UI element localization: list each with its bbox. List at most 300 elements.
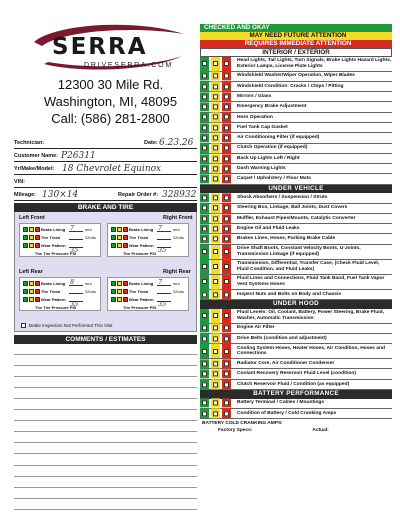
immediate-checkbox[interactable] <box>224 125 229 130</box>
future-checkbox[interactable] <box>213 237 218 242</box>
immediate-checkbox[interactable] <box>224 372 229 377</box>
immediate-checkbox[interactable] <box>224 177 229 182</box>
ok-checkbox[interactable] <box>202 361 207 366</box>
check-item <box>200 309 392 324</box>
address-block <box>24 76 197 127</box>
tire-tread-label: Tire Tread <box>41 289 61 294</box>
ok-checkbox[interactable] <box>202 401 207 406</box>
green-checkbox[interactable] <box>23 227 28 232</box>
mileage-value[interactable]: 130×14 <box>42 190 79 200</box>
check-item <box>200 409 392 419</box>
red-checkbox[interactable] <box>123 281 128 286</box>
item-label: Horn Operation <box>237 114 273 120</box>
handwritten-psi: 35 <box>158 300 167 308</box>
technician-row <box>14 136 197 149</box>
yellow-checkbox[interactable] <box>117 243 122 248</box>
handwritten-lining: 8 <box>70 278 75 286</box>
yellow-checkbox[interactable] <box>29 297 34 302</box>
technician-label: Technician: <box>14 140 45 146</box>
ok-checkbox[interactable] <box>202 166 207 171</box>
tire-pressure-label: The Tire Pressure PSI <box>35 305 77 310</box>
immediate-checkbox[interactable] <box>224 146 229 151</box>
immediate-checkbox[interactable] <box>224 135 229 140</box>
handwritten-psi: 35 <box>70 300 79 308</box>
yellow-checkbox[interactable] <box>29 235 34 240</box>
green-checkbox[interactable] <box>111 243 116 248</box>
wear-pattern-line <box>41 243 66 248</box>
immediate-checkbox[interactable] <box>224 94 229 99</box>
legend-green: CHECKED AND OKAY <box>200 24 392 32</box>
item-label: Brakes Lines, Hoses, Parking Brake Cable <box>237 236 336 242</box>
left-column <box>14 20 197 510</box>
check-item <box>200 204 392 214</box>
red-checkbox[interactable] <box>35 289 40 294</box>
immediate-checkbox[interactable] <box>224 105 229 110</box>
right-rear-label: Right Rear <box>163 269 191 275</box>
green-checkbox[interactable] <box>23 243 28 248</box>
brake-lining-label: Brake Lining <box>41 281 66 286</box>
future-checkbox[interactable] <box>213 372 218 377</box>
right-column <box>200 24 392 433</box>
future-checkbox[interactable] <box>213 279 218 284</box>
immediate-checkbox[interactable] <box>224 156 229 161</box>
logo-website: DRIVESERRA.COM <box>84 62 173 69</box>
mileage-row <box>14 188 197 201</box>
green-checkbox[interactable] <box>23 289 28 294</box>
comment-line <box>14 466 197 477</box>
immediate-checkbox[interactable] <box>224 361 229 366</box>
check-item <box>200 133 392 143</box>
check-item <box>200 380 392 390</box>
immediate-checkbox[interactable] <box>224 411 229 416</box>
unit-mm: mm <box>85 281 92 286</box>
future-checkbox[interactable] <box>213 382 218 387</box>
future-checkbox[interactable] <box>213 125 218 130</box>
actual-label: Actual: <box>312 428 329 434</box>
check-item <box>200 234 392 244</box>
date-label: Date: <box>144 140 158 146</box>
green-checkbox[interactable] <box>111 235 116 240</box>
tire-block-left-front <box>19 223 101 257</box>
yellow-checkbox[interactable] <box>117 297 122 302</box>
item-label: Clutch Reservoir Fluid / Condition (as equipped) <box>237 381 350 387</box>
future-checkbox[interactable] <box>213 292 218 297</box>
immediate-checkbox[interactable] <box>224 84 229 89</box>
check-item <box>200 174 392 184</box>
future-checkbox[interactable] <box>213 156 218 161</box>
handwritten-lining: 7 <box>70 224 75 232</box>
ok-checkbox[interactable] <box>202 216 207 221</box>
yellow-checkbox[interactable] <box>117 289 122 294</box>
immediate-checkbox[interactable] <box>224 313 229 318</box>
future-checkbox[interactable] <box>213 146 218 151</box>
repair-order-value[interactable]: 328932 <box>162 190 197 200</box>
section-interior-exterior: INTERIOR / EXTERIOR <box>200 48 392 57</box>
ok-checkbox[interactable] <box>202 94 207 99</box>
item-label: Windshield Washer/Wiper Operation, Wiper Blades <box>237 73 355 79</box>
immediate-checkbox[interactable] <box>224 216 229 221</box>
check-item <box>200 260 392 275</box>
red-checkbox[interactable] <box>35 227 40 232</box>
brake-tire-panel <box>14 212 197 319</box>
logo-wordmark: SERRA <box>52 34 148 60</box>
tire-tread-line <box>129 235 184 240</box>
check-item <box>200 359 392 369</box>
item-label: Steering Box, Linkage, Ball Joints, Dust Covers <box>237 205 348 211</box>
under-vehicle-list <box>200 193 392 300</box>
ok-checkbox[interactable] <box>202 279 207 284</box>
check-item <box>200 92 392 102</box>
ok-checkbox[interactable] <box>202 177 207 182</box>
comment-line <box>14 344 197 355</box>
legend-red: REQUIRES IMMEDIATE ATTENTION <box>200 40 392 48</box>
tire-tread-line <box>41 235 96 240</box>
unit-32nds: 32nds <box>173 289 184 294</box>
tire-block-right-rear <box>107 277 189 311</box>
ok-checkbox[interactable] <box>202 237 207 242</box>
immediate-checkbox[interactable] <box>224 401 229 406</box>
immediate-checkbox[interactable] <box>224 237 229 242</box>
check-item <box>200 193 392 203</box>
item-label: Fuel Tank Cap Gasket <box>237 124 288 130</box>
check-item <box>200 324 392 334</box>
comment-line <box>14 421 197 432</box>
check-item <box>200 154 392 164</box>
comment-line <box>14 488 197 499</box>
left-rear-label: Left Rear <box>19 269 43 275</box>
immediate-checkbox[interactable] <box>224 249 229 254</box>
ok-checkbox[interactable] <box>202 74 207 79</box>
vehicle-row <box>14 162 197 175</box>
immediate-checkbox[interactable] <box>224 74 229 79</box>
green-checkbox[interactable] <box>23 297 28 302</box>
item-label: Battery Terminal / Cables / Mountings <box>237 400 325 406</box>
brake-inspection-row <box>14 319 197 332</box>
item-label: Drive Belts (condition and adjustment) <box>237 335 327 341</box>
ok-checkbox[interactable] <box>202 326 207 331</box>
green-checkbox[interactable] <box>111 289 116 294</box>
comment-line <box>14 377 197 388</box>
future-checkbox[interactable] <box>213 216 218 221</box>
brake-lining-line <box>41 281 92 286</box>
item-label: Shock Absorbers / Suspension / Struts <box>237 195 328 201</box>
item-label: Transmission, Differential, Transfer Case, (Check Fluid Level, Fluid Condition, and Fluid Leaks) <box>237 261 380 272</box>
battery-cca-title: BATTERY COLD CRANKING AMPS: <box>202 421 283 427</box>
comment-line <box>14 399 197 410</box>
immediate-checkbox[interactable] <box>224 206 229 211</box>
under-hood-list <box>200 309 392 390</box>
date-value[interactable]: 6.23.26 <box>159 138 194 148</box>
future-checkbox[interactable] <box>213 74 218 79</box>
check-item <box>200 102 392 112</box>
check-item <box>200 334 392 344</box>
tire-pressure-label: Tire Pressure PSI <box>123 305 157 310</box>
interior-list <box>200 57 392 185</box>
ok-checkbox[interactable] <box>202 249 207 254</box>
item-label: Engine Oil and Fluid Leaks <box>237 226 300 231</box>
item-label: Emergency Brake Adjustment <box>237 104 307 110</box>
tire-tread-line <box>129 289 184 294</box>
future-checkbox[interactable] <box>213 206 218 211</box>
immediate-checkbox[interactable] <box>224 195 229 200</box>
item-label: Fluid Levels: Oil, Coolant, Battery, Power Steering, Brake Fluid, Washer, Automatic Transmission <box>237 309 384 321</box>
future-checkbox[interactable] <box>213 326 218 331</box>
green-checkbox[interactable] <box>111 297 116 302</box>
item-label: Clutch Operation (if equipped) <box>237 145 308 151</box>
ok-checkbox[interactable] <box>202 264 207 269</box>
check-item <box>200 144 392 154</box>
tire-pressure-label: The Tire Pressure PSI <box>35 251 77 256</box>
comment-line <box>14 443 197 454</box>
brake-inspection-checkbox[interactable] <box>21 323 26 328</box>
check-item <box>200 82 392 92</box>
handwritten-lining: 7 <box>158 278 163 286</box>
red-checkbox[interactable] <box>123 297 128 302</box>
ok-checkbox[interactable] <box>202 115 207 120</box>
red-checkbox[interactable] <box>123 227 128 232</box>
tire-block-right-front <box>107 223 189 257</box>
yellow-checkbox[interactable] <box>117 281 122 286</box>
legend-yellow: MAY NEED FUTURE ATTENTION <box>200 32 392 40</box>
wear-pattern-label: Wear Pattern <box>41 243 66 248</box>
future-checkbox[interactable] <box>213 135 218 140</box>
tire-block-left-rear <box>19 277 101 311</box>
wear-pattern-line <box>129 297 154 302</box>
immediate-checkbox[interactable] <box>224 166 229 171</box>
ok-checkbox[interactable] <box>202 411 207 416</box>
item-label: Head Lights, Tail Lights, Turn Signals, Brake Lights Hazard Lights, Exterior Lamps, License Plate Lights <box>237 57 392 69</box>
future-checkbox[interactable] <box>213 177 218 182</box>
yellow-checkbox[interactable] <box>117 227 122 232</box>
wear-pattern-label: Wear Pattern <box>129 243 154 248</box>
brake-inspection-label: Brake Inspection Not Performed This Visit <box>29 323 113 328</box>
wear-pattern-label: Wear Pattern <box>129 297 154 302</box>
vehicle-value[interactable]: 18 Chevrolet Equinox <box>62 164 162 174</box>
battery-cca-row <box>200 428 392 433</box>
red-checkbox[interactable] <box>123 243 128 248</box>
check-item <box>200 290 392 300</box>
tire-tread-label: Tire Tread <box>129 235 149 240</box>
handwritten-psi: 35 <box>158 246 167 254</box>
red-checkbox[interactable] <box>35 281 40 286</box>
handwritten-psi: 35 <box>70 246 79 254</box>
tire-tread-line <box>41 289 96 294</box>
immediate-checkbox[interactable] <box>224 264 229 269</box>
unit-mm: mm <box>173 281 180 286</box>
ok-checkbox[interactable] <box>202 372 207 377</box>
comment-line <box>14 410 197 421</box>
mileage-label: Mileage: <box>14 192 37 198</box>
brake-lining-line <box>129 281 180 286</box>
future-checkbox[interactable] <box>213 226 218 231</box>
item-label: Inspect Nuts and Bolts on Body and Chassis <box>237 291 342 297</box>
brake-lining-label: Brake Lining <box>129 281 154 286</box>
comment-line <box>14 477 197 488</box>
comment-line <box>14 355 197 366</box>
brake-lining-label: Brake Lining <box>129 227 154 232</box>
ok-checkbox[interactable] <box>202 135 207 140</box>
green-checkbox[interactable] <box>111 227 116 232</box>
customer-fields <box>14 136 197 201</box>
logo <box>14 20 197 70</box>
check-item <box>200 369 392 379</box>
customer-row <box>14 149 197 162</box>
future-checkbox[interactable] <box>213 264 218 269</box>
immediate-checkbox[interactable] <box>224 349 229 354</box>
future-checkbox[interactable] <box>213 411 218 416</box>
item-label: Fluid Lines and Connections, Fluid Tank Band, Fuel Tank Vapor Vent Systems Hoses <box>237 276 385 287</box>
immediate-checkbox[interactable] <box>224 382 229 387</box>
comment-line <box>14 454 197 465</box>
future-checkbox[interactable] <box>213 361 218 366</box>
comment-line <box>14 366 197 377</box>
unit-32nds: 32nds <box>85 235 96 240</box>
address-street: 12300 30 Mile Rd. <box>57 77 164 92</box>
item-label: Condition of Battery / Cold Cranking Amps <box>237 410 337 416</box>
unit-mm: mm <box>173 227 180 232</box>
item-label: Back Up Lights Left / Right <box>237 155 300 161</box>
comments-area[interactable] <box>14 344 197 510</box>
ok-checkbox[interactable] <box>202 336 207 341</box>
ok-checkbox[interactable] <box>202 146 207 151</box>
tire-tread-label: Tire Tread <box>41 235 61 240</box>
comment-line <box>14 432 197 443</box>
tire-tread-label: Tire Tread <box>129 289 149 294</box>
vin-row <box>14 175 197 188</box>
section-under-hood: UNDER HOOD <box>200 300 392 309</box>
ok-checkbox[interactable] <box>202 156 207 161</box>
future-checkbox[interactable] <box>213 115 218 120</box>
right-front-label: Right Front <box>163 215 193 221</box>
item-label: Carpet / Upholstery / Floor Mats <box>237 176 311 182</box>
unit-32nds: 32nds <box>85 289 96 294</box>
vehicle-label: Yr/Make/Model: <box>14 166 55 172</box>
yellow-checkbox[interactable] <box>29 281 34 286</box>
check-item <box>200 245 392 260</box>
future-checkbox[interactable] <box>213 166 218 171</box>
item-label: Coolant Recovery Reservoir Fluid Level (condition) <box>237 371 357 377</box>
future-checkbox[interactable] <box>213 249 218 254</box>
yellow-checkbox[interactable] <box>29 227 34 232</box>
brake-lining-line <box>41 227 92 232</box>
ok-checkbox[interactable] <box>202 313 207 318</box>
ok-checkbox[interactable] <box>202 61 207 66</box>
check-item <box>200 72 392 82</box>
check-item <box>200 113 392 123</box>
red-checkbox[interactable] <box>123 235 128 240</box>
item-label: Mirrors / Glass <box>237 93 272 99</box>
item-label: Engine Air Filter <box>237 325 275 331</box>
future-checkbox[interactable] <box>213 84 218 89</box>
future-checkbox[interactable] <box>213 313 218 318</box>
item-label: Dash Warning Lights <box>237 166 286 172</box>
immediate-checkbox[interactable] <box>224 61 229 66</box>
wear-pattern-line <box>129 243 154 248</box>
check-item <box>200 214 392 224</box>
battery-list <box>200 399 392 420</box>
customer-label: Customer Name: <box>14 153 59 159</box>
red-checkbox[interactable] <box>35 297 40 302</box>
red-checkbox[interactable] <box>35 243 40 248</box>
item-label: Windshield Condition: Cracks / Chips / Pitting <box>237 83 344 89</box>
immediate-checkbox[interactable] <box>224 226 229 231</box>
check-item <box>200 399 392 409</box>
ok-checkbox[interactable] <box>202 84 207 89</box>
yellow-checkbox[interactable] <box>29 243 34 248</box>
section-under-vehicle: UNDER VEHICLE <box>200 185 392 194</box>
check-item <box>200 164 392 174</box>
future-checkbox[interactable] <box>213 61 218 66</box>
green-checkbox[interactable] <box>23 281 28 286</box>
repair-order-label: Repair Order #: <box>118 192 159 198</box>
left-front-label: Left Front <box>19 215 45 221</box>
item-label: Drive Shaft Boots, Constant Velocity Boots, U-Joints, Transmission Linkage (if equipped) <box>237 246 361 257</box>
handwritten-lining: 7 <box>158 224 163 232</box>
item-label: Air Conditioning Filter (if equipped) <box>237 135 320 141</box>
yellow-checkbox[interactable] <box>117 235 122 240</box>
ok-checkbox[interactable] <box>202 226 207 231</box>
comment-line <box>14 499 197 510</box>
address-phone: Call: (586) 281-2800 <box>51 111 170 126</box>
immediate-checkbox[interactable] <box>224 279 229 284</box>
future-checkbox[interactable] <box>213 349 218 354</box>
tire-pressure-label: Tire Pressure PSI <box>123 251 157 256</box>
future-checkbox[interactable] <box>213 195 218 200</box>
address-city: Washington, MI, 48095 <box>43 94 178 109</box>
wear-pattern-label: Wear Pattern <box>41 297 66 302</box>
customer-value[interactable]: P26311 <box>61 151 96 161</box>
check-item <box>200 344 392 359</box>
comments-header: COMMENTS / ESTIMATES <box>14 335 197 344</box>
item-label: Muffler, Exhaust Pipes/Mounts, Catalytic Converter <box>237 215 356 221</box>
item-label: Cooling System Hoses, Heater Hoses, Air Condition, Hoses and Connections <box>237 345 385 357</box>
ok-checkbox[interactable] <box>202 292 207 297</box>
factory-specs-label: Factory Specs: <box>218 428 253 434</box>
ok-checkbox[interactable] <box>202 382 207 387</box>
check-item <box>200 275 392 290</box>
ok-checkbox[interactable] <box>202 206 207 211</box>
item-label: Radiator Core, Air Conditioner Condenser <box>237 360 335 366</box>
section-battery-performance: BATTERY PERFORMANCE <box>200 390 392 399</box>
unit-mm: mm <box>85 227 92 232</box>
future-checkbox[interactable] <box>213 336 218 341</box>
green-checkbox[interactable] <box>111 281 116 286</box>
future-checkbox[interactable] <box>213 94 218 99</box>
brake-lining-line <box>129 227 180 232</box>
brake-tire-header: BRAKE AND TIRE <box>14 203 197 212</box>
ok-checkbox[interactable] <box>202 195 207 200</box>
check-item <box>200 224 392 234</box>
future-checkbox[interactable] <box>213 105 218 110</box>
ok-checkbox[interactable] <box>202 105 207 110</box>
red-checkbox[interactable] <box>35 235 40 240</box>
unit-32nds: 32nds <box>173 235 184 240</box>
comment-line <box>14 388 197 399</box>
check-item <box>200 123 392 133</box>
future-checkbox[interactable] <box>213 401 218 406</box>
brake-lining-label: Brake Lining <box>41 227 66 232</box>
wear-pattern-line <box>41 297 66 302</box>
red-checkbox[interactable] <box>123 289 128 294</box>
immediate-checkbox[interactable] <box>224 326 229 331</box>
immediate-checkbox[interactable] <box>224 336 229 341</box>
immediate-checkbox[interactable] <box>224 292 229 297</box>
yellow-checkbox[interactable] <box>29 289 34 294</box>
green-checkbox[interactable] <box>23 235 28 240</box>
ok-checkbox[interactable] <box>202 125 207 130</box>
immediate-checkbox[interactable] <box>224 115 229 120</box>
ok-checkbox[interactable] <box>202 349 207 354</box>
